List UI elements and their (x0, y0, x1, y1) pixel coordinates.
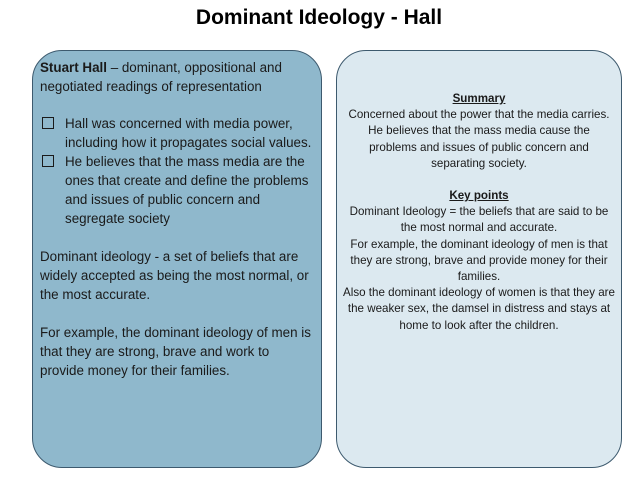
left-panel (32, 50, 322, 468)
key-points-text-2: For example, the dominant ideology of men is that they are strong, brave and provide money for their families. (350, 237, 608, 284)
summary-text: Concerned about the power that the media carries. He believes that the mass media cause the problems and issues of public concern and separating society. (348, 108, 610, 170)
definition-text: Dominant ideology - a set of beliefs that are widely accepted as being the most normal, or the most accurate. (40, 249, 309, 302)
key-points-text-1: Dominant Ideology = the beliefs that are said to be the most normal and accurate. (349, 205, 609, 235)
intro-rest: – dominant, oppositional and negotiated readings of representation (40, 60, 282, 94)
bullet-text: Hall was concerned with media power, including how it propagates social values. (65, 116, 312, 150)
example-text: For example, the dominant ideology of men is that they are strong, brave and work to provide money for their families. (40, 325, 311, 378)
bullet-list (40, 114, 313, 228)
slide-title: Dominant Ideology - Hall (195, 6, 443, 29)
right-panel (336, 50, 622, 468)
checkbox-icon (42, 155, 54, 167)
bullet-text: He believes that the mass media are the ones that create and define the problems and issues of public concern and segregate society (65, 154, 309, 226)
list-item (40, 114, 313, 152)
checkbox-icon (42, 117, 54, 129)
intro-bold: Stuart Hall (40, 60, 107, 75)
intro-text (40, 58, 313, 96)
key-points-heading: Key points (449, 189, 509, 203)
list-item (40, 152, 313, 228)
summary-heading: Summary (452, 92, 506, 105)
key-points-text-3: Also the dominant ideology of women is that they are the weaker sex, the damsel in distress and stays at home to look after the children. (343, 286, 615, 332)
